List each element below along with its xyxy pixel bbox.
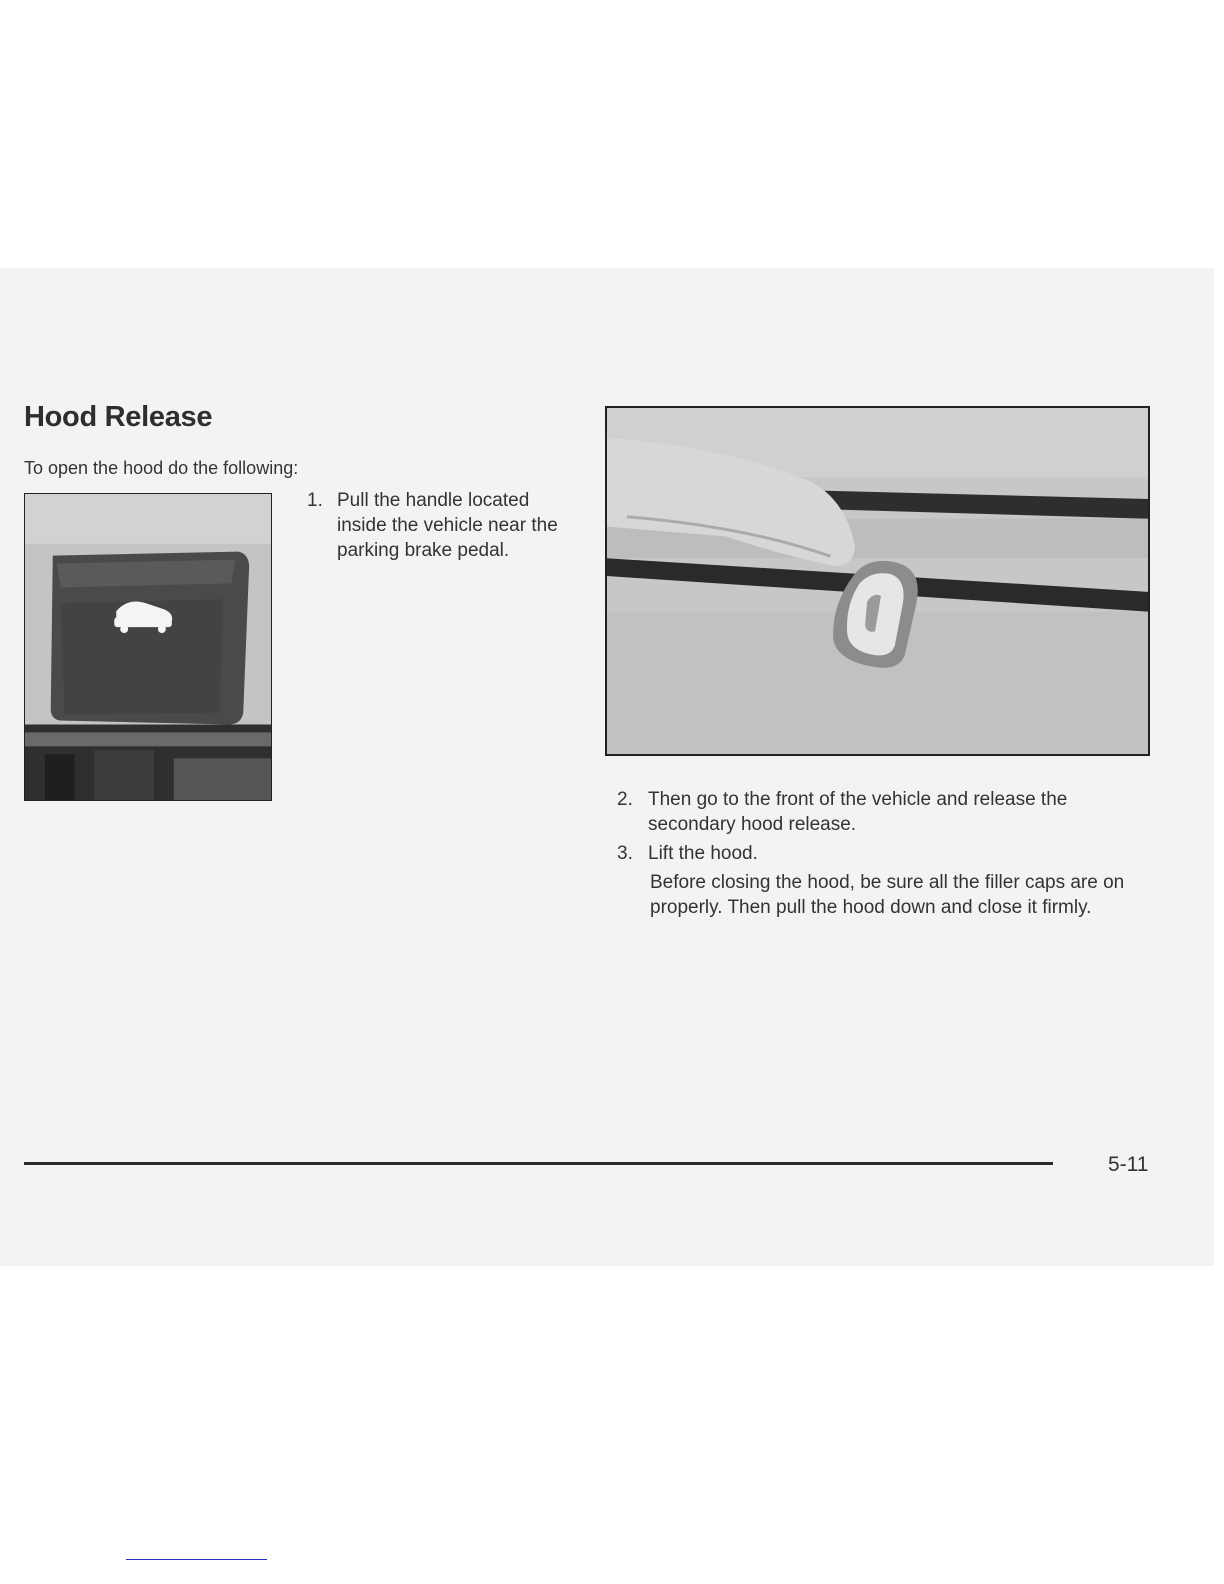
step-text: Pull the handle located inside the vehicle near the parking brake pedal. (337, 490, 558, 561)
section-title: Hood Release (24, 401, 213, 433)
steps-list (617, 787, 1147, 920)
step-2 (617, 787, 1147, 837)
hood-release-handle-photo (24, 493, 272, 801)
bottom-underline (126, 1559, 267, 1560)
secondary-hood-release-photo (605, 406, 1150, 756)
intro-text: To open the hood do the following: (24, 458, 299, 478)
footer-rule (24, 1162, 1053, 1165)
step-text: Lift the hood. (648, 843, 758, 864)
page-number: 5-11 (1108, 1153, 1149, 1176)
step-number: 3. (617, 843, 633, 864)
step-text: Then go to the front of the vehicle and release the secondary hood release. (648, 789, 1068, 835)
step-1 (307, 488, 567, 563)
closing-note: Before closing the hood, be sure all the filler caps are on properly. Then pull the hood down and close it firmly. (650, 872, 1125, 918)
step-number: 1. (307, 490, 323, 511)
step-3 (617, 841, 1147, 866)
step-number: 2. (617, 789, 633, 810)
